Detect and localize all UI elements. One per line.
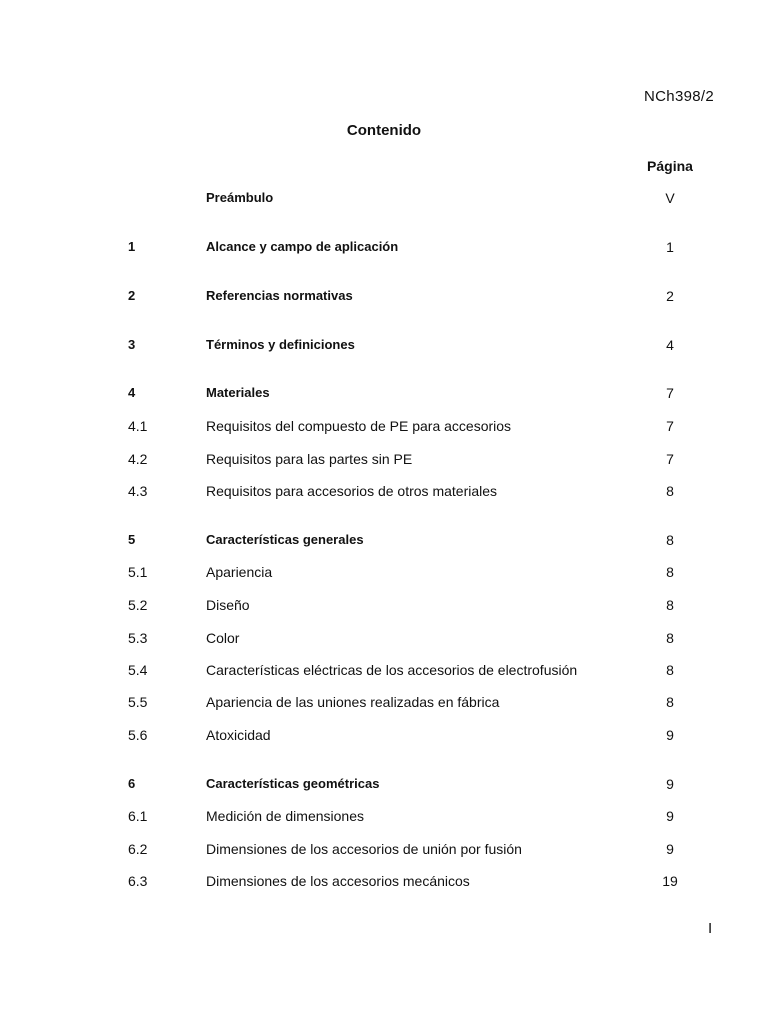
toc-page: 2 [666, 288, 674, 304]
toc-row [0, 564, 768, 584]
toc-number: 3 [128, 337, 136, 352]
toc-row [0, 385, 768, 405]
toc-number: 6 [128, 776, 136, 791]
toc-number: 5.2 [128, 597, 148, 613]
toc-title: Dimensiones de los accesorios de unión por fusión [206, 841, 522, 857]
toc-page: 9 [666, 776, 674, 792]
toc-number: 5.1 [128, 564, 148, 580]
toc-title: Apariencia de las uniones realizadas en fábrica [206, 694, 500, 710]
toc-number: 4.1 [128, 418, 148, 434]
toc-row [0, 288, 768, 308]
toc-page: 8 [666, 630, 674, 646]
toc-page: 1 [666, 239, 674, 255]
toc-number: 6.2 [128, 841, 148, 857]
toc-title: Preámbulo [206, 190, 274, 205]
toc-title: Medición de dimensiones [206, 808, 364, 824]
toc-row [0, 841, 768, 861]
page-column-header: Página [647, 158, 693, 174]
toc-row [0, 418, 768, 438]
toc-row [0, 532, 768, 552]
toc-title: Materiales [206, 385, 270, 400]
toc-page: 8 [666, 532, 674, 548]
toc-page: 19 [662, 873, 678, 889]
toc-row [0, 190, 768, 210]
toc-title: Color [206, 630, 240, 646]
toc-page: 7 [666, 385, 674, 401]
toc-row [0, 873, 768, 893]
toc-title: Requisitos para accesorios de otros materiales [206, 483, 498, 499]
toc-row [0, 808, 768, 828]
toc-title: Características generales [206, 532, 364, 547]
toc-number: 6.3 [128, 873, 148, 889]
toc-title: Atoxicidad [206, 727, 271, 743]
page-number: I [708, 920, 713, 937]
toc-title: Diseño [206, 597, 250, 613]
toc-title: Requisitos del compuesto de PE para accesorios [206, 418, 512, 434]
toc-page: V [665, 190, 675, 206]
toc-row [0, 337, 768, 357]
toc-page: 9 [666, 808, 674, 824]
document-code: NCh398/2 [644, 88, 714, 105]
toc-page: 8 [666, 597, 674, 613]
toc-row [0, 597, 768, 617]
toc-title: Referencias normativas [206, 288, 353, 303]
toc-number: 5.4 [128, 662, 148, 678]
toc-title: Requisitos para las partes sin PE [206, 451, 413, 467]
toc-title: Dimensiones de los accesorios mecánicos [206, 873, 470, 889]
toc-number: 4.2 [128, 451, 148, 467]
toc-row [0, 694, 768, 714]
toc-number: 5.5 [128, 694, 148, 710]
toc-title: Términos y definiciones [206, 337, 355, 352]
toc-title: Características geométricas [206, 776, 380, 791]
toc-number: 4.3 [128, 483, 148, 499]
toc-row [0, 776, 768, 796]
toc-row [0, 451, 768, 471]
toc-number: 5.3 [128, 630, 148, 646]
toc-page: 9 [666, 841, 674, 857]
toc-page: 8 [666, 662, 674, 678]
toc-number: 4 [128, 385, 136, 400]
toc-row [0, 483, 768, 503]
page-title: Contenido [346, 122, 422, 139]
toc-title: Alcance y campo de aplicación [206, 239, 399, 254]
toc-number: 6.1 [128, 808, 148, 824]
toc-number: 1 [128, 239, 136, 254]
toc-title: Características eléctricas de los accesorios de electrofusión [206, 662, 578, 678]
toc-page: 7 [666, 451, 674, 467]
toc-title: Apariencia [206, 564, 273, 580]
toc-row [0, 727, 768, 747]
toc-row [0, 239, 768, 259]
toc-page: 4 [666, 337, 674, 353]
toc-page: 8 [666, 694, 674, 710]
toc-number: 2 [128, 288, 136, 303]
toc-page: 9 [666, 727, 674, 743]
toc-page: 8 [666, 483, 674, 499]
toc-page: 7 [666, 418, 674, 434]
toc-number: 5.6 [128, 727, 148, 743]
toc-row [0, 630, 768, 650]
toc-row [0, 662, 768, 682]
toc-page: 8 [666, 564, 674, 580]
toc-number: 5 [128, 532, 136, 547]
